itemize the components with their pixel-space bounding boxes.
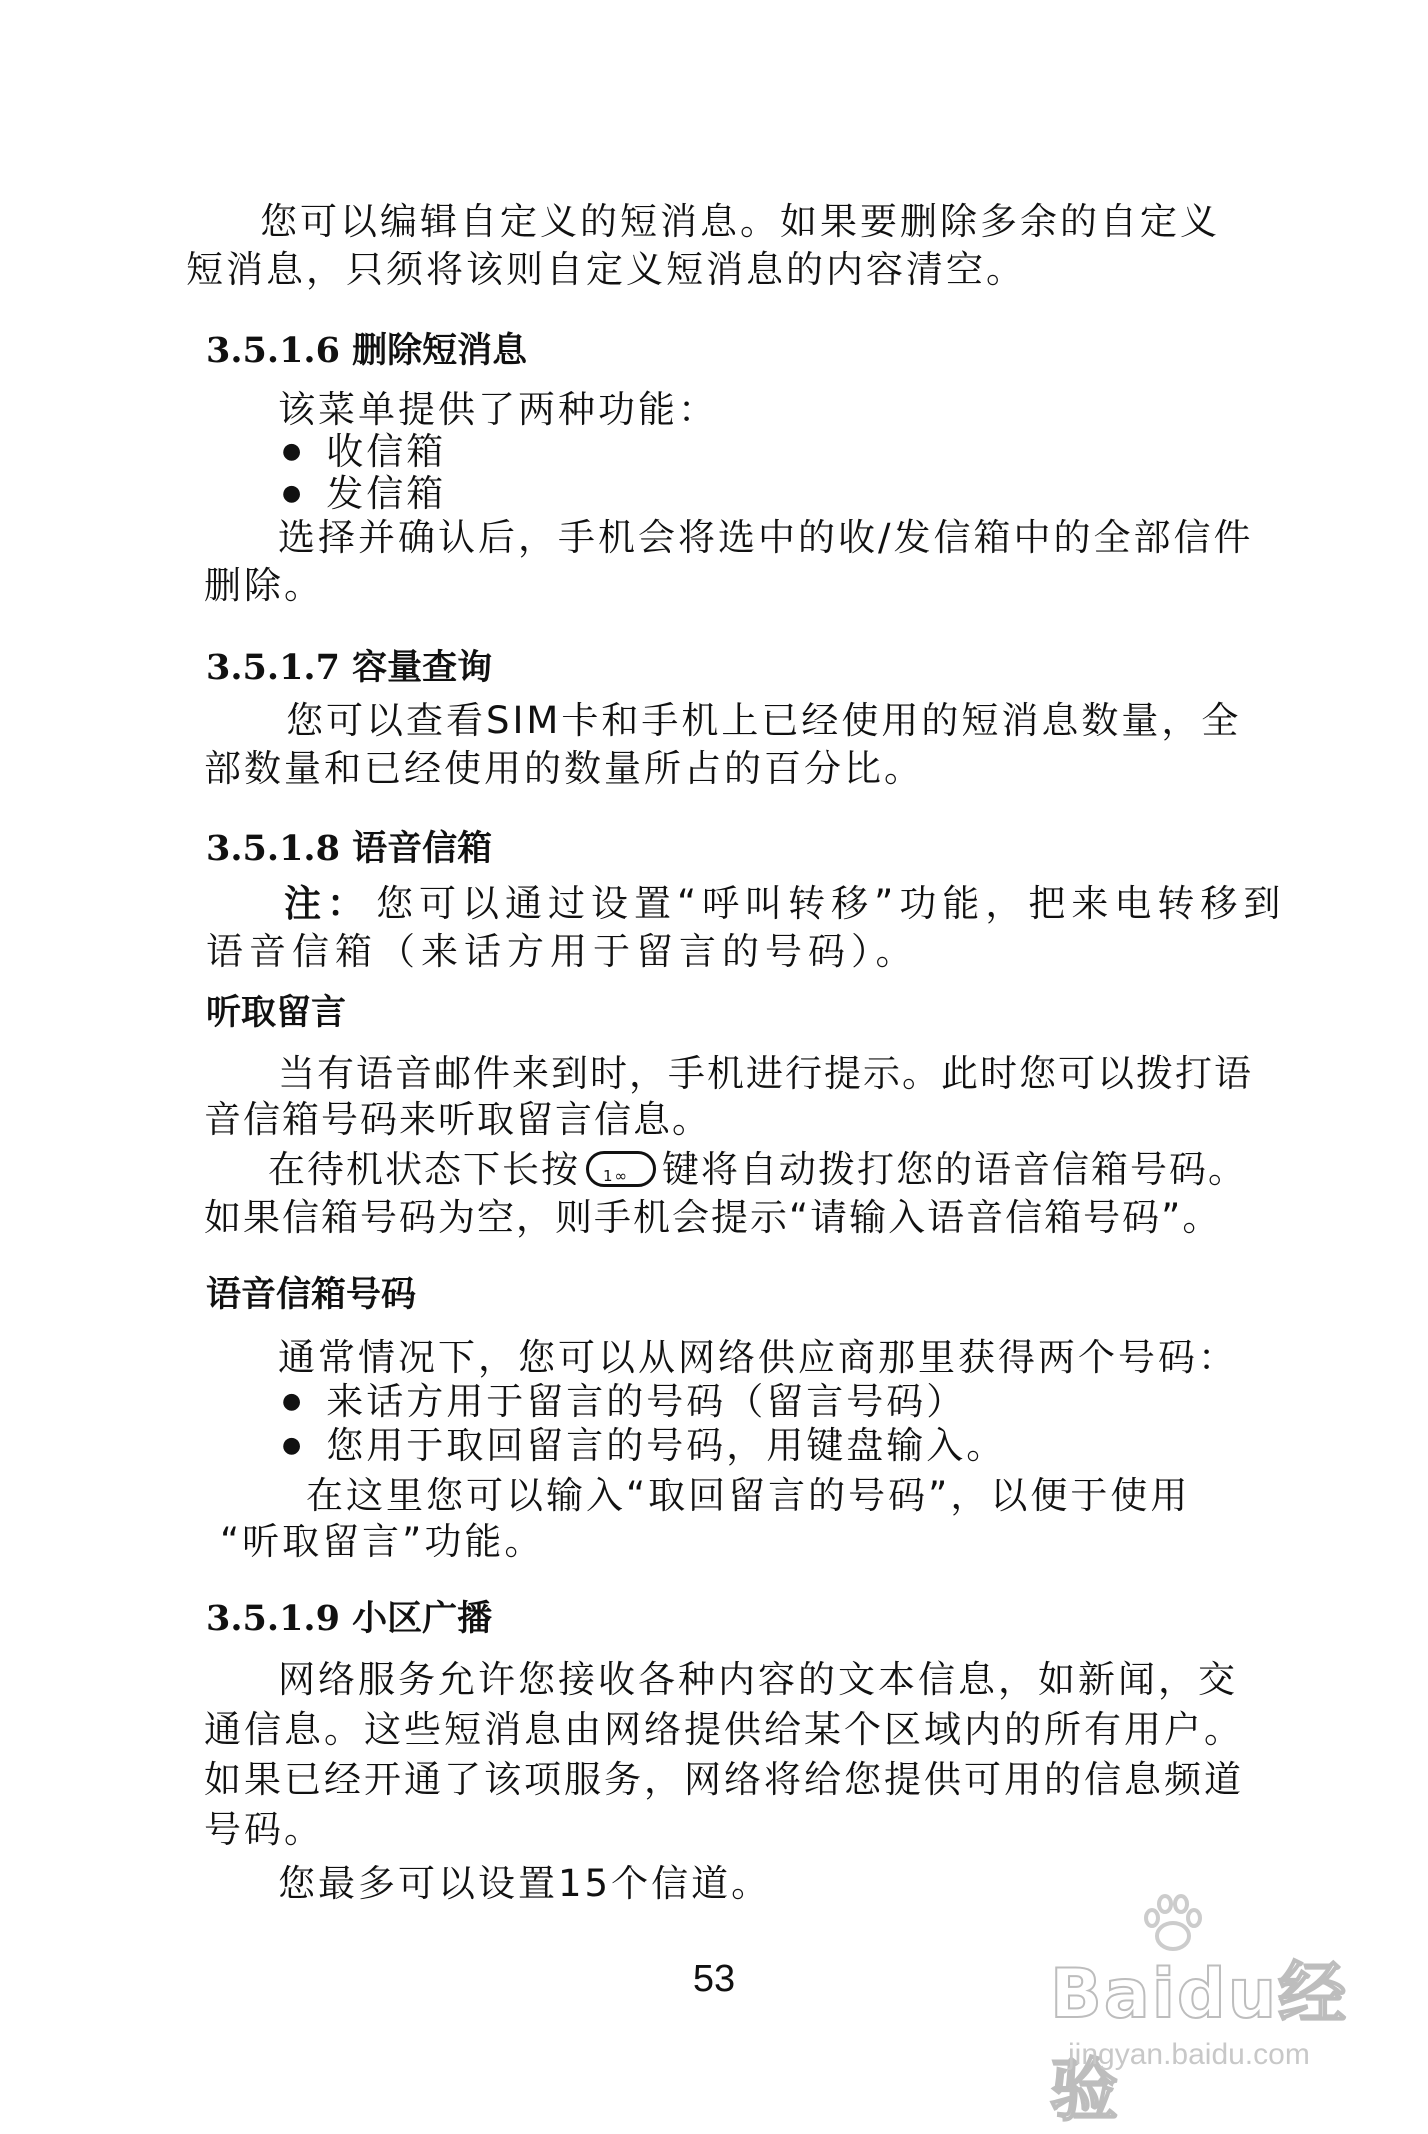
listen-line-3a: 在待机状态下长按 <box>268 1148 580 1191</box>
listen-line-2: 音信箱号码来听取留言信息。 <box>204 1098 711 1141</box>
listen-line-4: 如果信箱号码为空，则手机会提示“请输入语音信箱号码”。 <box>204 1196 1222 1239</box>
listen-line-3b: 键将自动拨打您的语音信箱号码。 <box>662 1148 1247 1191</box>
sec-3519-line-3: 如果已经开通了该项服务，网络将给您提供可用的信息频道 <box>204 1758 1244 1801</box>
watermark-logo: Baidu经验 <box>1050 1955 1349 2131</box>
listen-line-1: 当有语音邮件来到时，手机进行提示。此时您可以拨打语 <box>278 1052 1253 1095</box>
bullet-item: ● 您用于取回留言的号码，用键盘输入。 <box>282 1422 1006 1476</box>
baidu-watermark <box>1050 1930 1380 2131</box>
sec-3519-line-2: 通信息。这些短消息由网络提供给某个区域内的所有用户。 <box>204 1708 1244 1751</box>
heading-3518: 3.5.1.8 语音信箱 <box>206 828 493 869</box>
sec-3517-line-2: 部数量和已经使用的数量所占的百分比。 <box>204 747 924 790</box>
bullet-item: ● 发信箱 <box>282 470 446 524</box>
voicemail-number-intro: 通常情况下，您可以从网络供应商那里获得两个号码： <box>278 1336 1238 1379</box>
sec-3516-body-1: 选择并确认后，手机会将选中的收/发信箱中的全部信件 <box>278 516 1254 559</box>
sec-3519-line-1: 网络服务允许您接收各种内容的文本信息，如新闻，交 <box>278 1658 1238 1701</box>
page-number: 53 <box>692 1958 736 2000</box>
intro-line-2: 短消息，只须将该则自定义短消息的内容清空。 <box>186 248 1026 291</box>
voicemail-key-icon <box>586 1151 656 1187</box>
sec-3518-note-1 <box>284 880 1286 928</box>
heading-3516: 3.5.1.6 删除短消息 <box>206 330 528 371</box>
bullet-item: ● 来话方用于留言的号码（留言号码） <box>282 1378 966 1432</box>
heading-3519: 3.5.1.9 小区广播 <box>206 1598 493 1639</box>
heading-voicemail-number: 语音信箱号码 <box>206 1274 417 1315</box>
voicemail-key-label: 1∞ <box>603 1166 630 1185</box>
sec-3519-line-4: 号码。 <box>204 1808 324 1851</box>
bullet-item: ● 收信箱 <box>282 428 446 482</box>
voicemail-number-line-2: “听取留言”功能。 <box>220 1520 545 1563</box>
sec-3516-body-2: 删除。 <box>204 564 324 607</box>
sec-3517-line-1: 您可以查看SIM卡和手机上已经使用的短消息数量，全 <box>286 699 1242 742</box>
voicemail-key-glyph <box>589 1160 653 1187</box>
voicemail-number-line-1: 在这里您可以输入“取回留言的号码”，以便于使用 <box>306 1474 1191 1517</box>
watermark-url: jingyan.baidu.com <box>1068 2038 1310 2071</box>
sec-3518-note-2: 语音信箱（来话方用于留言的号码）。 <box>206 930 919 973</box>
heading-listen: 听取留言 <box>206 992 347 1033</box>
note-label: 注： <box>284 882 370 925</box>
intro-line-1: 您可以编辑自定义的短消息。如果要删除多余的自定义 <box>260 200 1220 243</box>
sec-3519-line-5: 您最多可以设置15个信道。 <box>278 1862 772 1905</box>
listen-line-3 <box>268 1146 1247 1194</box>
note-text: 您可以通过设置“呼叫转移”功能，把来电转移到 <box>376 882 1287 925</box>
sec-3516-intro: 该菜单提供了两种功能： <box>278 388 718 431</box>
heading-3517: 3.5.1.7 容量查询 <box>206 647 493 688</box>
